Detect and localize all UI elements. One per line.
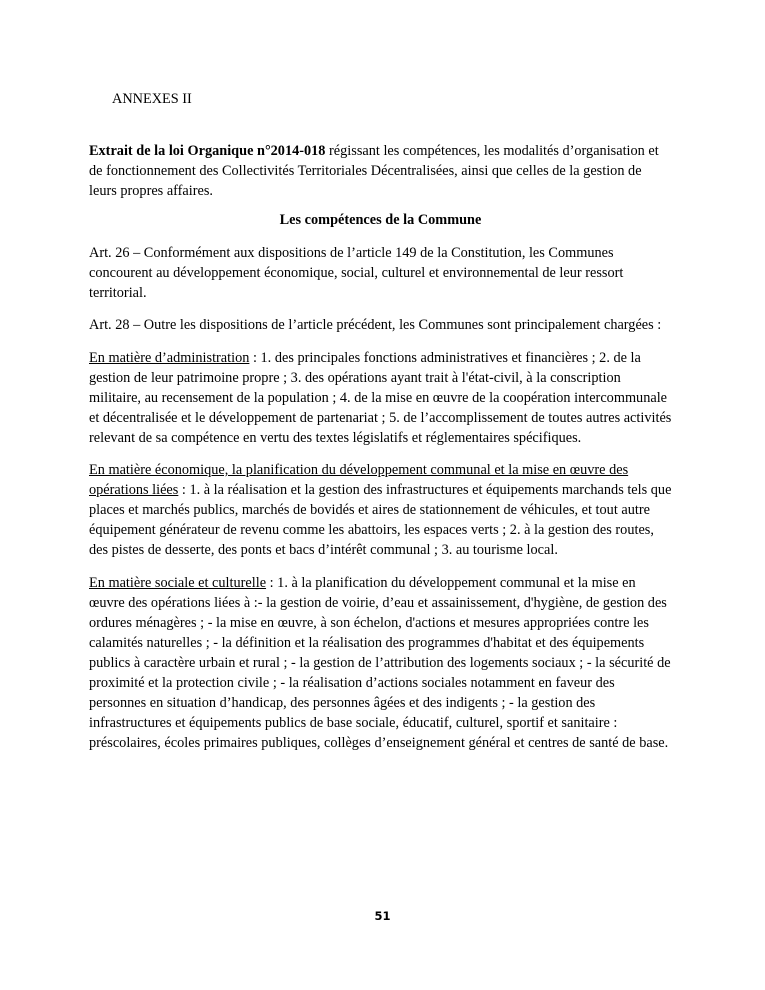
administration-paragraph <box>89 348 672 448</box>
law-reference: Extrait de la loi Organique n°2014-018 <box>89 143 326 159</box>
social-paragraph <box>89 573 672 753</box>
economic-heading: En matière économique, la planification du développement communal et la mise en œuvre des opérations liées <box>89 462 629 498</box>
document-body <box>89 141 672 765</box>
page-number: 51 <box>374 909 391 923</box>
intro-paragraph <box>89 141 672 201</box>
economic-paragraph <box>89 460 672 560</box>
article-26: Art. 26 – Conformément aux dispositions de l’article 149 de la Constitution, les Communes concourent au développement économique, social, culturel et environnemental de leur ressort territorial. <box>89 244 624 301</box>
article-28: Art. 28 – Outre les dispositions de l’article précédent, les Communes sont principalement chargées : <box>89 317 662 333</box>
intro-text: régissant les compétences, les modalités d’organisation et de fonctionnement des Collectivités Territoriales Décentralisées, ainsi que celles de la gestion de leurs propres affaires. <box>89 143 659 199</box>
section-title: Les compétences de la Commune <box>279 212 482 228</box>
administration-text: : 1. des principales fonctions administratives et financières ; 2. de la gestion de leur patrimoine propre ; 3. des opérations ayant trait à l'état-civil, à la conscription militaire, au recensement de la population ; 4. de la mise en œuvre de la coopération intercommunale et décentralisée et le développement de partenariat ; 5. de l’accomplissement de toutes autres activités relevant de sa compétence en vertu des textes législatifs et réglementaires spécifiques. <box>89 349 672 446</box>
social-heading: En matière sociale et culturelle <box>89 574 267 591</box>
annex-heading: ANNEXES II <box>112 91 192 107</box>
administration-heading: En matière d’administration <box>89 349 250 366</box>
economic-text: : 1. à la réalisation et la gestion des infrastructures et équipements marchands tels que places et marchés publics, marchés de bovidés et aires de stationnement de véhicules, et tout autre équipement générateur de revenu comme les abattoirs, les espaces verts ; 2. à la gestion des routes, des pistes de desserte, des ponts et bacs d’intérêt communal ; 3. au tourisme local. <box>89 482 672 558</box>
social-text: : 1. à la planification du développement communal et la mise en œuvre des opérations liées à :- la gestion de voirie, d’eau et assainissement, d'hygiène, de gestion des ordures ménagères ; - la mise en œuvre, à son échelon, d'actions et mesures appropriées contre les calamités naturelles ; - la définition et la réalisation des programmes d'habitat et des équipements publics à caractère urbain et rural ; - la gestion de l’attribution des logements sociaux ; - la sécurité de proximité et la protection civile ; - la réalisation d’actions sociales notamment en faveur des personnes en situation d’handicap, des personnes âgées et des indigents ; - la gestion des infrastructures et équipements publics de base sociale, éducatif, culturel, sportif et sanitaire : préscolaires, écoles primaires publiques, collèges d’enseignement général et centres de santé de base. <box>89 574 671 751</box>
